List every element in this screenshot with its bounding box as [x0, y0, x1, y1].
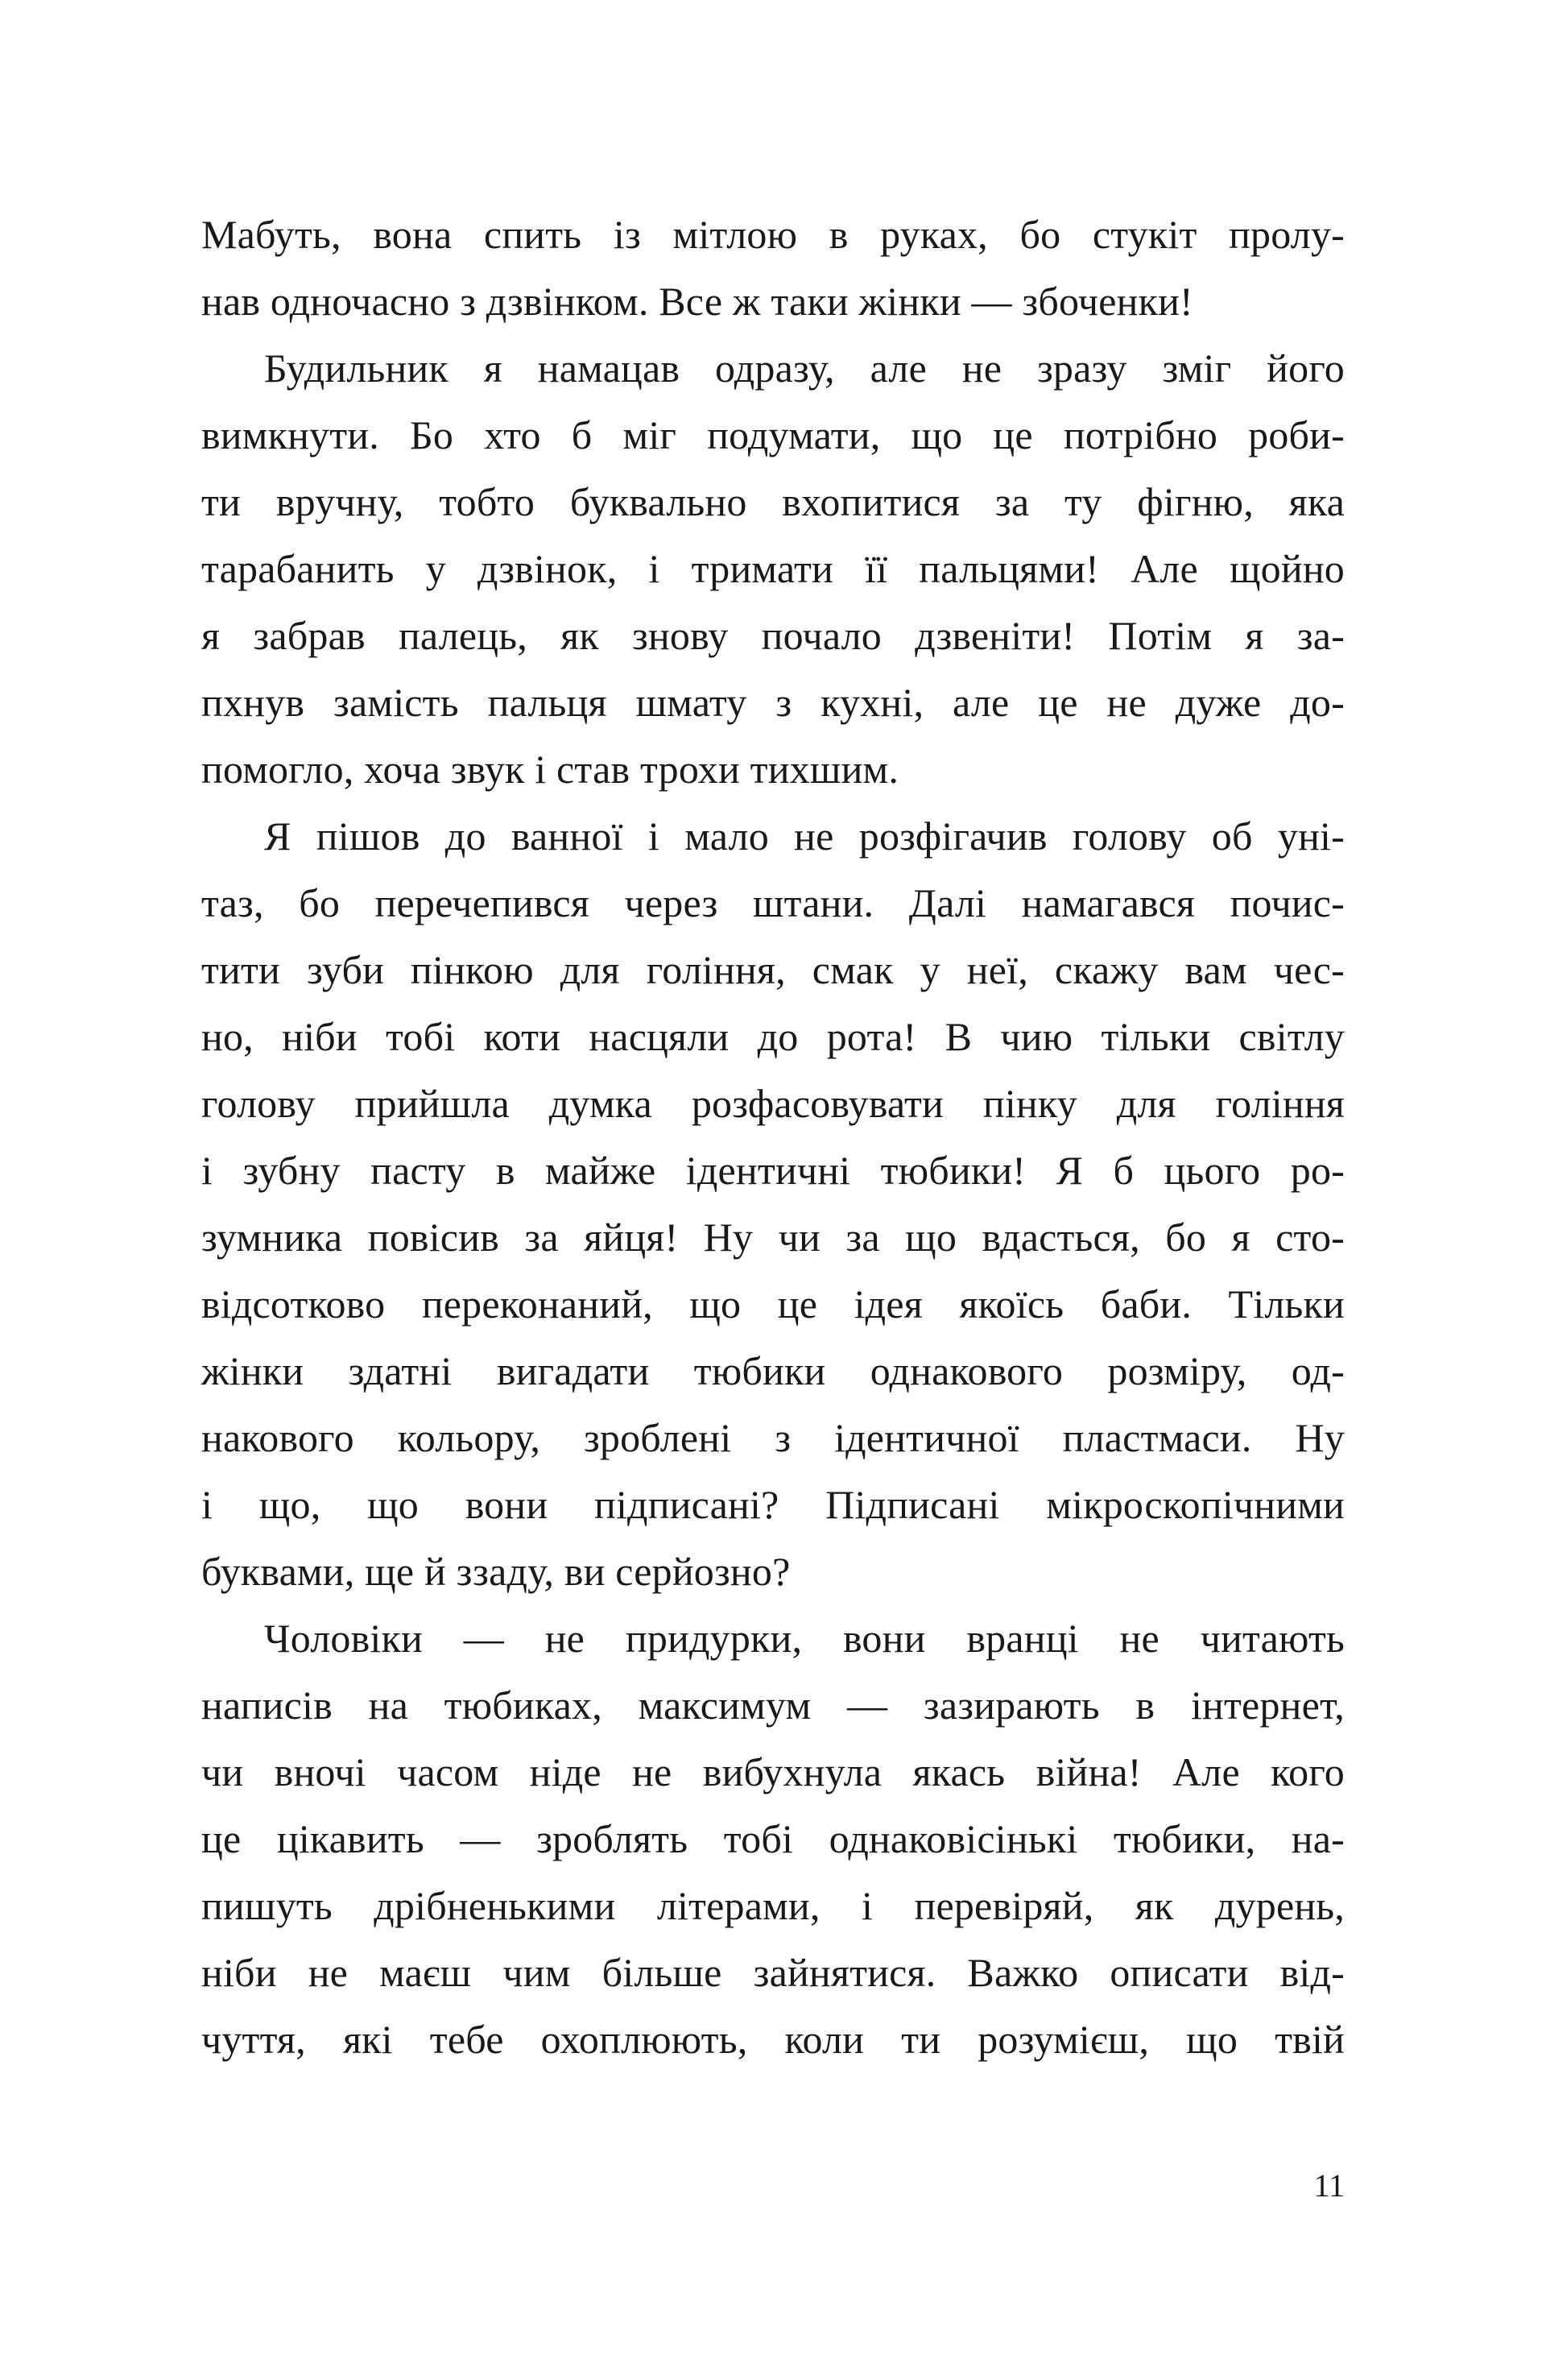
- text-line: нав одночасно з дзвінком. Все ж таки жінки — збоченки!: [201, 279, 1193, 324]
- paragraph: [201, 335, 1345, 803]
- text-line: но, ніби тобі коти насцяли до рота! В чию тільки світлу: [201, 1014, 1345, 1059]
- text-line: Чоловіки — не придурки, вони вранці не читають: [264, 1616, 1345, 1661]
- text-line: ти вручну, тобто буквально вхопитися за ту фігню, яка: [201, 479, 1345, 524]
- text-line: помогло, хоча звук і став трохи тихшим.: [201, 747, 899, 792]
- text-line: пишуть дрібненькими літерами, і перевіряй, як дурень,: [201, 1883, 1345, 1928]
- text-line: Мабуть, вона спить із мітлою в руках, бо стукіт пролу-: [201, 212, 1345, 257]
- text-line: зумника повісив за яйця! Ну чи за що вдасться, бо я сто-: [201, 1215, 1345, 1260]
- text-line: накового кольору, зроблені з ідентичної пластмаси. Ну: [201, 1415, 1345, 1460]
- text-line: вимкнути. Бо хто б міг подумати, що це потрібно роби-: [201, 412, 1345, 457]
- text-line: таз, бо перечепився через штани. Далі намагався почис-: [201, 880, 1345, 925]
- page-text-block: [201, 201, 1345, 2073]
- text-line: і що, що вони підписані? Підписані мікроскопічними: [201, 1482, 1345, 1527]
- text-line: Будильник я намацав одразу, але не зразу зміг його: [264, 346, 1345, 391]
- text-line: тарабанить у дзвінок, і тримати її пальцями! Але щойно: [201, 546, 1345, 591]
- text-line: чи вночі часом ніде не вибухнула якась війна! Але кого: [201, 1749, 1345, 1794]
- text-line: відсотково переконаний, що це ідея якоїсь баби. Тільки: [201, 1281, 1345, 1327]
- text-line: буквами, ще й ззаду, ви серйозно?: [201, 1549, 791, 1594]
- text-line: написів на тюбиках, максимум — зазирають в інтернет,: [201, 1683, 1345, 1728]
- page-number: 11: [1313, 2167, 1345, 2204]
- text-line: тити зуби пінкою для гоління, смак у неї, скажу вам чес-: [201, 947, 1345, 992]
- text-line: чуття, які тебе охоплюють, коли ти розумієш, що твій: [201, 2017, 1345, 2062]
- text-line: ніби не маєш чим більше зайнятися. Важко описати від-: [201, 1950, 1345, 1995]
- text-line: я забрав палець, як знову почало дзвеніти! Потім я за-: [201, 613, 1345, 658]
- text-line: голову прийшла думка розфасовувати пінку для гоління: [201, 1081, 1345, 1126]
- text-line: це цікавить — зроблять тобі однаковісінькі тюбики, на-: [201, 1816, 1345, 1861]
- text-line: жінки здатні вигадати тюбики однакового розміру, од-: [201, 1348, 1345, 1393]
- paragraph: [201, 201, 1345, 335]
- paragraph: [201, 1605, 1345, 2073]
- text-line: і зубну пасту в майже ідентичні тюбики! Я б цього ро-: [201, 1148, 1345, 1193]
- paragraph: [201, 803, 1345, 1605]
- text-line: Я пішов до ванної і мало не розфігачив голову об уні-: [264, 813, 1345, 859]
- text-line: пхнув замість пальця шмату з кухні, але це не дуже до-: [201, 680, 1345, 725]
